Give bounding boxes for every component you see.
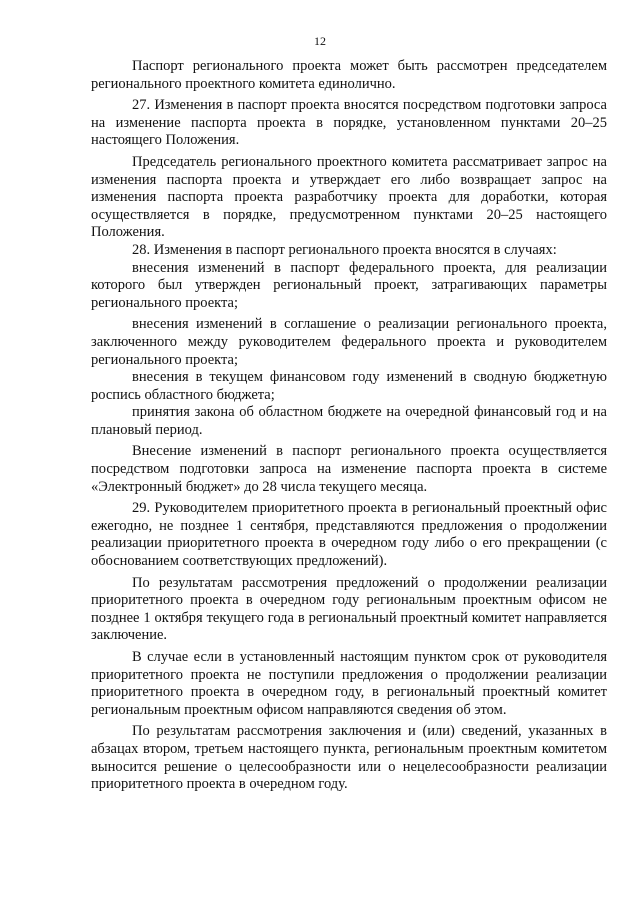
paragraph: 29. Руководителем приоритетного проекта в региональный проектный офис ежегодно, не позднее 1 сентября, представляются предложения о продолжении реализации приоритетного проекта в очередном году либо о его прекращении (с обоснованием соответствующих предложений).	[91, 500, 607, 570]
paragraph: Внесение изменений в паспорт регионального проекта осуществляется посредством подготовки запроса на изменение паспорта проекта в системе «Электронный бюджет» до 28 числа текущего месяца.	[91, 443, 607, 495]
paragraph: внесения изменений в паспорт федерального проекта, для реализации которого был утвержден региональный проект, затрагивающих параметры регионального проекта;	[91, 259, 607, 311]
paragraph: Паспорт регионального проекта может быть рассмотрен председателем регионального проектного комитета единолично.	[91, 58, 607, 92]
paragraph: внесения в текущем финансовом году изменений в сводную бюджетную роспись областного бюджета;	[91, 369, 607, 403]
paragraph: В случае если в установленный настоящим пунктом срок от руководителя приоритетного проекта не поступили предложения о продолжении реализации приоритетного проекта в очередном году, в региональный проектный комитет региональным проектным офисом направляются сведения об этом.	[91, 649, 607, 718]
paragraph: Председатель регионального проектного комитета рассматривает запрос на изменения паспорта проекта и утверждает его либо возвращает запрос на изменения паспорта проекта разработчику проекта для доработки, которая осуществляется в порядке, предусмотренном пунктами 20–25 настоящего Положения.	[91, 153, 607, 241]
page-number: 12	[314, 34, 326, 48]
paragraph: принятия закона об областном бюджете на очередной финансовый год и на плановый период.	[91, 404, 607, 438]
paragraph: 28. Изменения в паспорт регионального проекта вносятся в случаях:	[132, 241, 557, 258]
document-body	[91, 58, 607, 794]
paragraph: По результатам рассмотрения предложений о продолжении реализации приоритетного проекта в очередном году региональным проектным офисом не позднее 1 октября текущего года в региональный проектный комитет направляется заключение.	[91, 574, 607, 644]
paragraph: внесения изменений в соглашение о реализации регионального проекта, заключенного между руководителем федерального проекта и руководителем регионального проекта;	[91, 316, 607, 368]
paragraph: По результатам рассмотрения заключения и (или) сведений, указанных в абзацах втором, третьем настоящего пункта, региональным проектным комитетом выносится решение о целесообразности или о нецелесообразности реализации приоритетного проекта в очередном году.	[91, 723, 607, 793]
paragraph: 27. Изменения в паспорт проекта вносятся посредством подготовки запроса на изменение паспорта проекта в порядке, установленном пунктами 20–25 настоящего Положения.	[91, 97, 607, 149]
